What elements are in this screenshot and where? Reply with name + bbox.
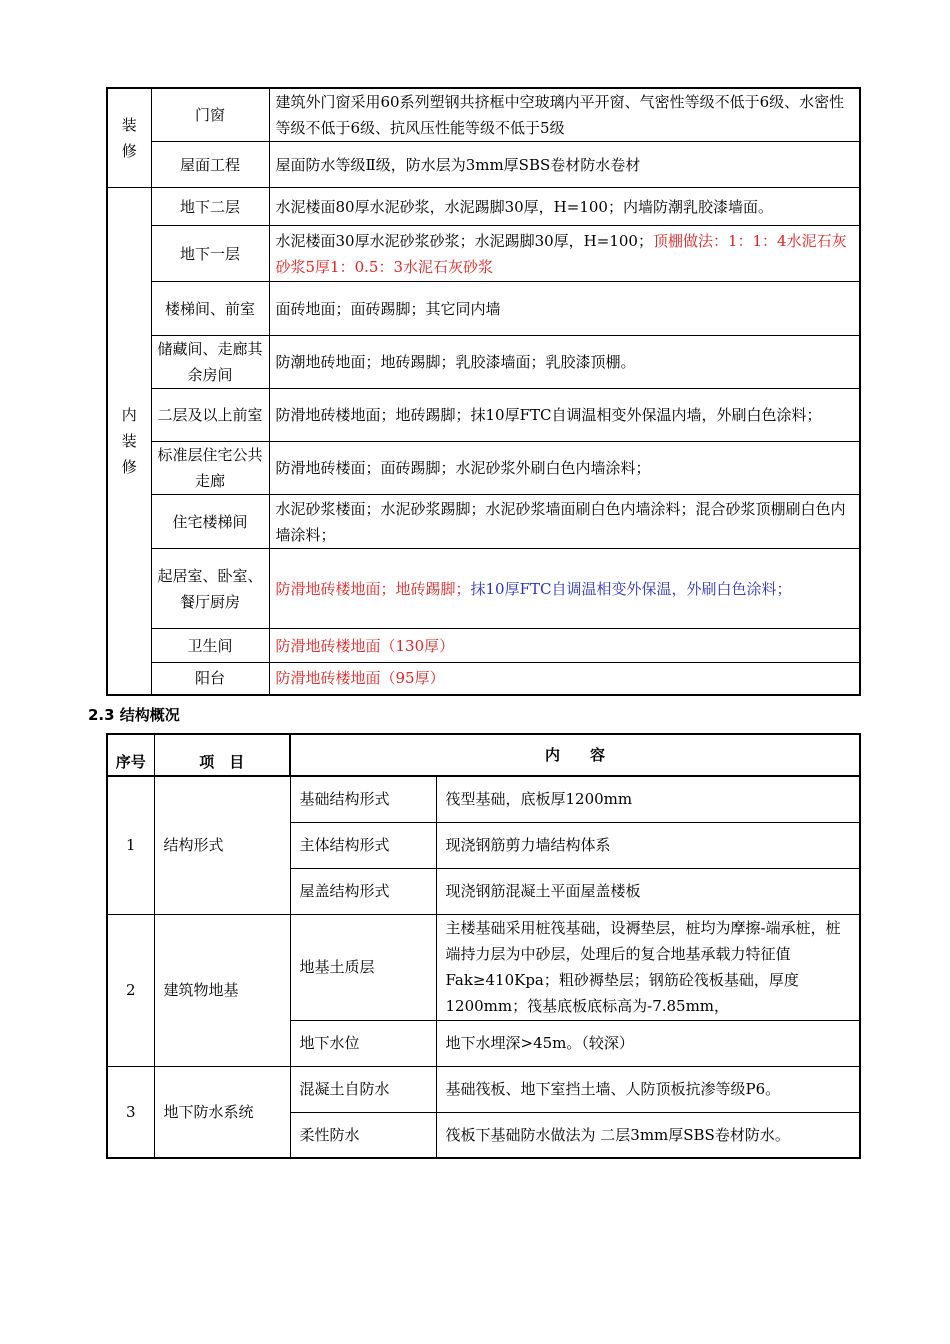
- desc-cell: 防滑地砖楼地面；地砖踢脚；抹10厚FTC自调温相变外保温内墙，外刷白色涂料；: [269, 389, 860, 442]
- item-cell: 阳台: [151, 663, 269, 695]
- header-content: 内 容: [290, 734, 860, 776]
- group-item: 地下防水系统: [154, 1066, 290, 1158]
- desc-cell: [269, 226, 860, 282]
- sub-desc: 现浇钢筋混凝土平面屋盖楼板: [436, 868, 860, 914]
- sub-desc: 地下水埋深>45m。（较深）: [436, 1020, 860, 1066]
- item-cell: 地下二层: [151, 188, 269, 226]
- sub-item: 主体结构形式: [290, 822, 436, 868]
- item-cell: 地下一层: [151, 226, 269, 282]
- sub-item: 混凝土自防水: [290, 1066, 436, 1112]
- desc-cell: 水泥楼面80厚水泥砂浆，水泥踢脚30厚，H=100；内墙防潮乳胶漆墙面。: [269, 188, 860, 226]
- category-label: 装修: [121, 116, 137, 160]
- desc-cell: 防滑地砖楼地面（95厚）: [269, 663, 860, 695]
- desc-text-red: 防滑地砖楼地面；地砖踢脚；: [275, 579, 471, 598]
- sub-item: 地下水位: [290, 1020, 436, 1066]
- item-cell: 卫生间: [151, 629, 269, 663]
- sub-desc: 主楼基础采用桩筏基础，设褥垫层，桩均为摩擦-端承桩，桩端持力层为中砂层，处理后的复合地基承载力特征值Fak≥410Kpa；粗砂褥垫层；钢筋砼筏板基础，厚度1200mm；筏基底板底标高为-7.85mm，: [436, 914, 860, 1020]
- header-no: 序号: [107, 734, 154, 776]
- group-item: 结构形式: [154, 776, 290, 914]
- desc-cell: 屋面防水等级Ⅱ级，防水层为3mm厚SBS卷材防水卷材: [269, 142, 860, 188]
- item-cell: 屋面工程: [151, 142, 269, 188]
- desc-cell: 建筑外门窗采用60系列塑钢共挤框中空玻璃内平开窗、气密性等级不低于6级、水密性等级不低于6级、抗风压性能等级不低于5级: [269, 88, 860, 142]
- section-heading: 2.3 结构概况: [88, 706, 180, 724]
- sub-desc: 筏型基础，底板厚1200mm: [436, 776, 860, 822]
- sub-item: 柔性防水: [290, 1112, 436, 1158]
- category-decoration: [107, 88, 151, 188]
- decoration-table: [106, 87, 861, 696]
- desc-cell: [269, 549, 860, 629]
- desc-text: 水泥楼面30厚水泥砂浆砂浆；水泥踢脚30厚，H=100；: [275, 231, 653, 250]
- item-cell: 门窗: [151, 88, 269, 142]
- desc-text-blue: 抹10厚FTC自调温相变外保温，外刷白色涂料；: [470, 579, 792, 598]
- structure-table: [106, 733, 861, 1159]
- group-no: 1: [107, 776, 154, 914]
- item-cell: 标准层住宅公共走廊: [151, 442, 269, 495]
- sub-desc: 筏板下基础防水做法为 二层3mm厚SBS卷材防水。: [436, 1112, 860, 1158]
- category-interior: [107, 188, 151, 695]
- sub-desc: 基础筏板、地下室挡土墙、人防顶板抗渗等级P6。: [436, 1066, 860, 1112]
- group-no: 2: [107, 914, 154, 1066]
- item-cell: 储藏间、走廊其余房间: [151, 336, 269, 389]
- sub-item: 基础结构形式: [290, 776, 436, 822]
- sub-item: 屋盖结构形式: [290, 868, 436, 914]
- group-no: 3: [107, 1066, 154, 1158]
- desc-text-red: 顶棚做法：1：1：4水泥石灰砂浆5厚1：0.5：3水泥石灰砂浆: [275, 231, 847, 276]
- category-label: 内装修: [121, 405, 137, 476]
- sub-item: 地基土质层: [290, 914, 436, 1020]
- header-item: 项 目: [154, 734, 290, 776]
- desc-cell: 水泥砂浆楼面；水泥砂浆踢脚；水泥砂浆墙面刷白色内墙涂料；混合砂浆顶棚刷白色内墙涂料；: [269, 495, 860, 549]
- group-item: 建筑物地基: [154, 914, 290, 1066]
- item-cell: 起居室、卧室、餐厅厨房: [151, 549, 269, 629]
- desc-cell: 防潮地砖地面；地砖踢脚；乳胶漆墙面；乳胶漆顶棚。: [269, 336, 860, 389]
- item-cell: 住宅楼梯间: [151, 495, 269, 549]
- sub-desc: 现浇钢筋剪力墙结构体系: [436, 822, 860, 868]
- item-cell: 楼梯间、前室: [151, 282, 269, 336]
- item-cell: 二层及以上前室: [151, 389, 269, 442]
- desc-cell: 面砖地面；面砖踢脚；其它同内墙: [269, 282, 860, 336]
- desc-cell: 防滑地砖楼面；面砖踢脚；水泥砂浆外刷白色内墙涂料；: [269, 442, 860, 495]
- desc-cell: 防滑地砖楼地面（130厚）: [269, 629, 860, 663]
